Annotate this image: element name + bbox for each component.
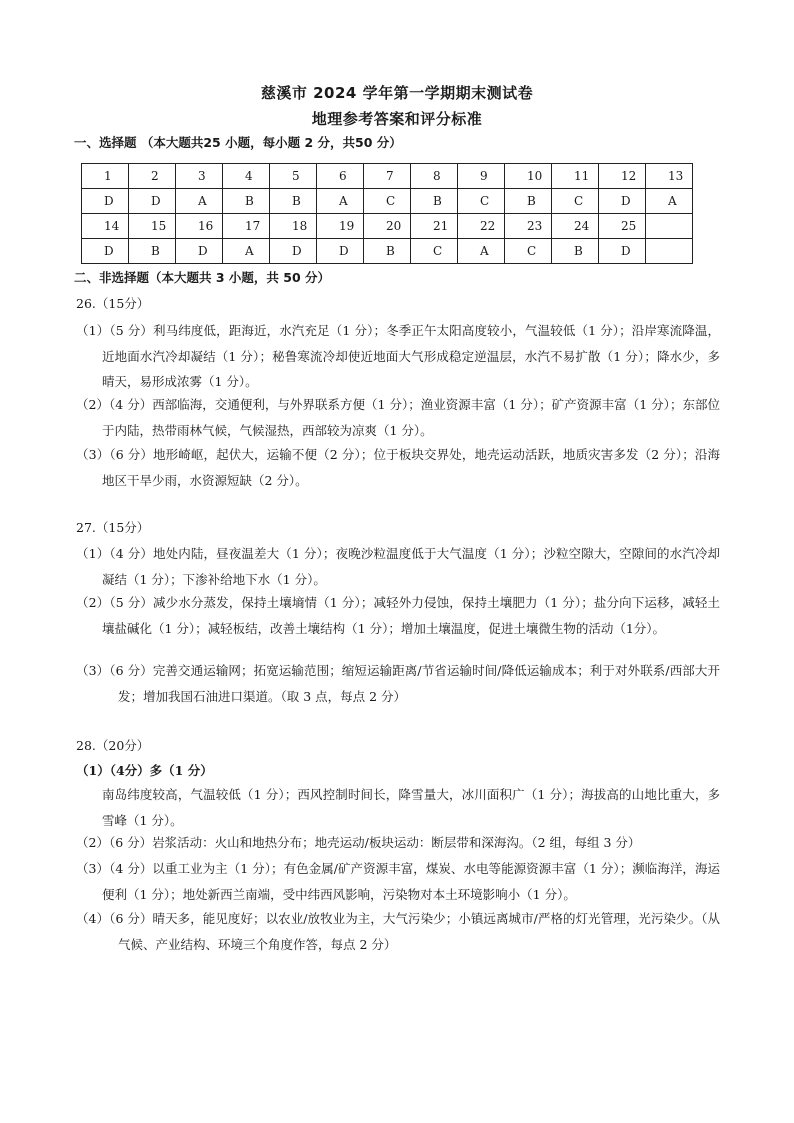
table-cell: A [317, 189, 364, 214]
question-26-label: 26.（15分） [76, 296, 150, 311]
table-cell: B [552, 239, 599, 264]
table-cell: 12 [599, 164, 646, 189]
table-cell: C [364, 189, 411, 214]
table-row [82, 189, 693, 214]
q27-answer-3: （3）（6 分）完善交通运输网；拓宽运输范围；缩短运输距离/节省运输时间/降低运输成本；利于对外联系/西部大开发；增加我国石油进口渠道。（取 3 点，每点 2 分） [76, 663, 720, 704]
answer-table [81, 163, 693, 264]
table-cell: B [223, 189, 270, 214]
q28-answer-3: （3）（4 分）以重工业为主（1 分）；有色金属/矿产资源丰富，煤炭、水电等能源资源丰富（1 分）；濒临海洋，海运便利（1 分）；地处新西兰南端，受中纬西风影响，污染物对本土环境影响小（1 分）。 [76, 861, 720, 902]
table-cell: 7 [364, 164, 411, 189]
table-cell: 10 [505, 164, 552, 189]
table-cell: 25 [599, 214, 646, 239]
table-row [82, 239, 693, 264]
q28-answer-1: （1）（4分）多（1 分） [76, 763, 213, 778]
table-cell: 16 [176, 214, 223, 239]
table-cell: 8 [411, 164, 458, 189]
table-cell: 6 [317, 164, 364, 189]
table-cell: A [176, 189, 223, 214]
table-cell: 14 [82, 214, 129, 239]
table-cell: 19 [317, 214, 364, 239]
table-cell: 20 [364, 214, 411, 239]
table-cell: A [458, 239, 505, 264]
table-row [82, 164, 693, 189]
table-cell: B [270, 189, 317, 214]
table-cell: 1 [82, 164, 129, 189]
table-cell: B [505, 189, 552, 214]
table-cell: 3 [176, 164, 223, 189]
table-cell: 11 [552, 164, 599, 189]
table-cell: B [129, 239, 176, 264]
table-cell: D [82, 239, 129, 264]
table-cell: C [505, 239, 552, 264]
table-cell: 22 [458, 214, 505, 239]
page-subtitle: 地理参考答案和评分标准 [311, 110, 483, 128]
table-cell: D [599, 189, 646, 214]
q26-answer-1: （1）（5 分）利马纬度低，距海近，水汽充足（1 分）；冬季正午太阳高度较小，气温较低（1 分）；沿岸寒流降温，近地面水汽冷却凝结（1 分）；秘鲁寒流冷却使近地面大气形成稳定逆温层，水汽不易扩散（1 分）；降水少，多晴天，易形成浓雾（1 分）。 [76, 323, 720, 389]
table-cell: A [646, 189, 693, 214]
q26-answer-2: （2）（4 分）西部临海，交通便利，与外界联系方便（1 分）；渔业资源丰富（1 分）；矿产资源丰富（1 分）；东部位于内陆，热带雨林气候，气候湿热，西部较为凉爽（1 分）。 [76, 397, 720, 438]
question-27-label: 27.（15分） [76, 520, 150, 535]
table-cell: 21 [411, 214, 458, 239]
table-cell: D [599, 239, 646, 264]
table-cell: B [411, 189, 458, 214]
table-cell: 24 [552, 214, 599, 239]
table-cell: D [270, 239, 317, 264]
table-cell: 2 [129, 164, 176, 189]
q28-answer-4: （4）（6 分）晴天多，能见度好；以农业/放牧业为主，大气污染少；小镇远离城市/严格的灯光管理，光污染少。（从气候、产业结构、环境三个角度作答，每点 2 分） [76, 911, 720, 952]
table-cell [646, 239, 693, 264]
q27-answer-1: （1）（4 分）地处内陆，昼夜温差大（1 分）；夜晚沙粒温度低于大气温度（1 分）；沙粒空隙大，空隙间的水汽冷却凝结（1 分）；下渗补给地下水（1 分）。 [76, 546, 720, 587]
table-cell: 23 [505, 214, 552, 239]
table-cell: C [411, 239, 458, 264]
table-cell: D [82, 189, 129, 214]
table-cell: A [223, 239, 270, 264]
q26-answer-3: （3）（6 分）地形崎岖，起伏大，运输不便（2 分）；位于板块交界处，地壳运动活跃，地质灾害多发（2 分）；沿海地区干旱少雨，水资源短缺（2 分）。 [76, 447, 720, 488]
q27-answer-2: （2）（5 分）减少水分蒸发，保持土壤墒情（1 分）；减轻外力侵蚀，保持土壤肥力（1 分）；盐分向下运移，减轻土壤盐碱化（1 分）；减轻板结，改善土壤结构（1 分）；增加土壤温度，促进土壤微生物的活动（1分）。 [76, 595, 720, 636]
table-cell: D [129, 189, 176, 214]
section-heading-choice: 一、选择题 （本大题共25 小题，每小题 2 分，共50 分） [74, 135, 402, 150]
table-cell: D [176, 239, 223, 264]
table-cell: C [552, 189, 599, 214]
table-cell: D [317, 239, 364, 264]
table-row [82, 214, 693, 239]
table-cell: 15 [129, 214, 176, 239]
table-cell: 4 [223, 164, 270, 189]
table-cell: C [458, 189, 505, 214]
table-cell: 13 [646, 164, 693, 189]
table-cell: 9 [458, 164, 505, 189]
table-cell [646, 214, 693, 239]
q28-answer-2: （2）（6 分）岩浆活动：火山和地热分布；地壳运动/板块运动：断层带和深海沟。（2 组，每组 3 分） [76, 835, 641, 850]
table-cell: B [364, 239, 411, 264]
table-cell: 18 [270, 214, 317, 239]
section-heading-nonchoice: 二、非选择题（本大题共 3 小题，共 50 分） [74, 270, 331, 285]
table-cell: 5 [270, 164, 317, 189]
page-title: 慈溪市 2024 学年第一学期期末测试卷 [260, 84, 534, 102]
question-28-label: 28.（20分） [76, 738, 150, 753]
table-cell: 17 [223, 214, 270, 239]
q28-answer-1-detail: 南岛纬度较高，气温较低（1 分）；西风控制时间长，降雪量大，冰川面积广（1 分）；海拔高的山地比重大，多雪峰（1 分）。 [102, 787, 720, 828]
